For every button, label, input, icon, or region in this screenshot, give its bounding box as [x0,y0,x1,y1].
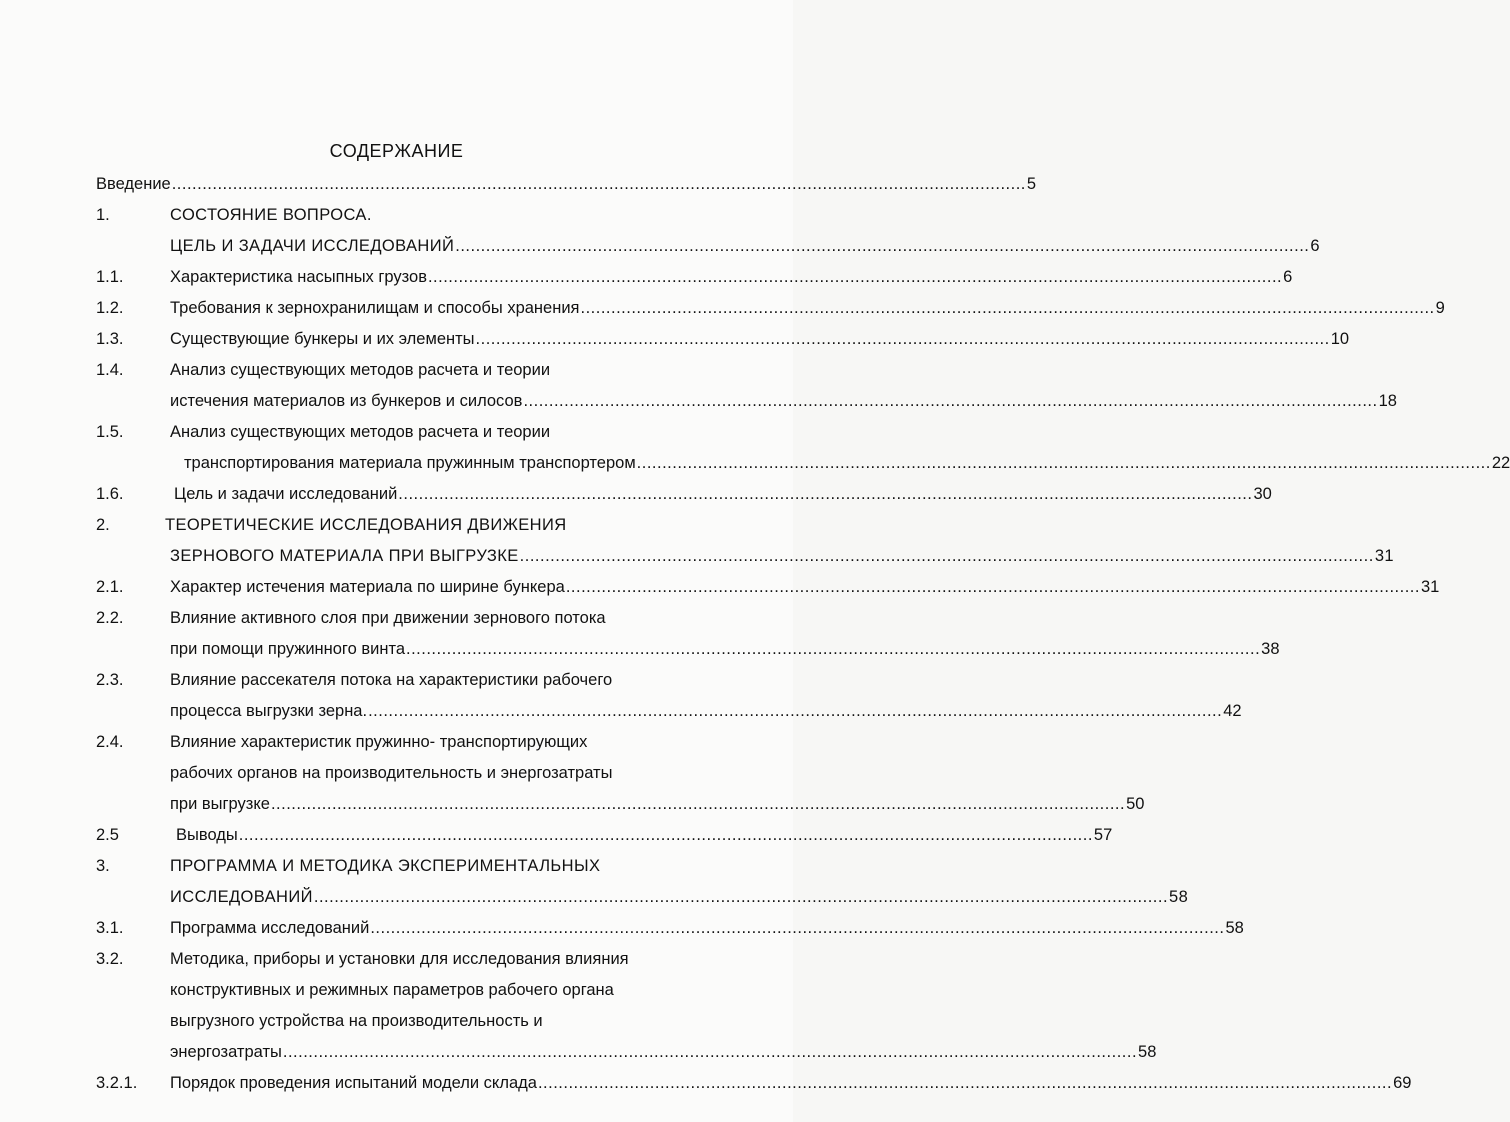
toc-entry-text: конструктивных и режимных параметров рабочего органа [170,981,614,999]
dot-leader: ........................................................................................................................................................................ [537,1074,1393,1092]
toc-page-number: 18 [1378,392,1397,410]
toc-entry-text: Требования к зернохранилищам и способы хранения [170,299,580,317]
toc-entry [170,389,1397,413]
toc-entry-text: при помощи пружинного винта [170,640,405,658]
dot-leader: ........................................................................................................................................................................ [519,547,1374,565]
page-title: СОДЕРЖАНИЕ [329,141,464,161]
toc-entry [170,699,1242,723]
toc-entry [170,544,1394,568]
toc-entry-text: ЦЕЛЬ И ЗАДАЧИ ИССЛЕДОВАНИЙ [170,237,455,255]
dot-leader: ........................................................................................................................................................................ [455,237,1310,255]
dot-leader: ........................................................................................................................................................................ [636,454,1491,472]
toc-page-number: 31 [1420,578,1440,596]
toc-page-number: 50 [1126,795,1145,813]
toc-entry-number: 1.3. [96,330,124,348]
toc-entry-text: при выгрузке [170,795,270,813]
toc-page-number: 5 [1026,175,1037,193]
dot-leader: ........................................................................................................................................................................ [313,888,1169,906]
toc-entry-text: истечения материалов из бункеров и силосов [170,392,523,410]
toc-entry-text: Характер истечения материала по ширине бункера [170,578,565,596]
toc-entry-number: 1. [96,206,110,224]
toc-entry-number: 1.5. [96,423,124,441]
toc-page-number: 6 [1310,237,1320,255]
dot-leader: ........................................................................................................................................................................ [282,1043,1138,1061]
toc-page-number: 6 [1283,268,1293,286]
toc-section-heading: СОСТОЯНИЕ ВОПРОСА. [170,206,372,224]
toc-entry [184,451,1510,475]
toc-entry-text: Программа исследований [170,919,370,937]
toc-entry-number: 1.6. [96,485,124,503]
toc-page-number: 22 [1491,454,1510,472]
toc-entry-text: Анализ существующих методов расчета и теории [170,361,551,379]
toc-page-number: 58 [1225,919,1244,937]
toc-page-number: 58 [1169,888,1189,906]
toc-entry-number: 2.2. [96,609,124,627]
toc-entry-text: Методика, приборы и установки для исследования влияния [170,950,629,968]
toc-entry-text: Порядок проведения испытаний модели склада [170,1074,537,1092]
toc-entry [170,916,1244,940]
toc-page-number: 42 [1223,702,1242,720]
toc-page-number: 10 [1330,330,1350,348]
toc-entry [170,1040,1157,1064]
toc-entry-number: 3. [96,857,110,875]
toc-entry-text: рабочих органов на производительность и энергозатраты [170,764,613,782]
toc-entry-number: 1.4. [96,361,124,379]
toc-entry [170,637,1280,661]
toc-entry-text: Существующие бункеры и их элементы [170,330,475,348]
dot-leader: ........................................................................................................................................................................ [171,175,1026,193]
toc-entry-number: 3.2.1. [96,1074,138,1092]
toc-entry [170,327,1350,351]
toc-entry-text: Влияние характеристик пружинно- транспортирующих [170,733,588,751]
toc-page-number: 30 [1253,485,1272,503]
dot-leader: ........................................................................................................................................................................ [523,392,1378,410]
toc-entry-text: ИССЛЕДОВАНИЙ [170,888,313,906]
dot-leader: ........................................................................................................................................................................ [238,826,1093,844]
toc-entry [174,482,1272,506]
toc-entry [170,265,1293,289]
dot-leader: ........................................................................................................................................................................ [406,640,1261,658]
toc-entry-number: 2.3. [96,671,124,689]
toc-entry-number: 3.1. [96,919,124,937]
toc-entry-introduction [96,172,1037,196]
toc-entry [170,234,1320,258]
toc-section-heading: ТЕОРЕТИЧЕСКИЕ ИССЛЕДОВАНИЯ ДВИЖЕНИЯ [165,516,567,534]
toc-entry [170,885,1189,909]
toc-entry-number: 1.2. [96,299,124,317]
toc-section-heading: ПРОГРАММА И МЕТОДИКА ЭКСПЕРИМЕНТАЛЬНЫХ [170,857,601,875]
toc-entry-text: Выводы [176,826,238,844]
toc-entry-number: 1.1. [96,268,124,286]
toc-entry-text: Влияние активного слоя при движении зернового потока [170,609,606,627]
toc-page-number: 9 [1435,299,1445,317]
toc-page-number: 38 [1261,640,1280,658]
toc-entry-text: Цель и задачи исследований [174,485,398,503]
toc-page-number: 31 [1374,547,1394,565]
toc-entry [170,296,1445,320]
toc-entry-text: процесса выгрузки зерна. [170,702,368,720]
dot-leader: ........................................................................................................................................................................ [398,485,1253,503]
dot-leader: ........................................................................................................................................................................ [475,330,1330,348]
toc-entry [170,792,1145,816]
toc-entry-text: Характеристика насыпных грузов [170,268,427,286]
toc-entry-text: Анализ существующих методов расчета и теории [170,423,551,441]
toc-entry-number: 2.5 [96,826,119,844]
toc-page-number: 57 [1093,826,1113,844]
toc-entry-text: ЗЕРНОВОГО МАТЕРИАЛА ПРИ ВЫГРУЗКЕ [170,547,519,565]
toc-entry-number: 3.2. [96,950,124,968]
toc-entry [170,1071,1412,1095]
toc-page-number: 69 [1393,1074,1412,1092]
dot-leader: ........................................................................................................................................................................ [368,702,1223,720]
toc-entry-text: Введение [96,175,171,193]
toc-entry-number: 2.1. [96,578,124,596]
dot-leader: ........................................................................................................................................................................ [270,795,1126,813]
toc-entry-number: 2.4. [96,733,124,751]
toc-page-number: 58 [1138,1043,1157,1061]
toc-entry [170,575,1440,599]
dot-leader: ........................................................................................................................................................................ [427,268,1283,286]
dot-leader: ........................................................................................................................................................................ [370,919,1225,937]
dot-leader: ........................................................................................................................................................................ [580,299,1435,317]
toc-entry-number: 2. [96,516,110,534]
dot-leader: ........................................................................................................................................................................ [565,578,1420,596]
toc-entry-text: выгрузного устройства на производительность и [170,1012,543,1030]
toc-entry-text: Влияние рассекателя потока на характеристики рабочего [170,671,613,689]
toc-entry-text: энергозатраты [170,1043,282,1061]
toc-entry [176,823,1113,847]
toc-entry-text: транспортирования материала пружинным транспортером [184,454,636,472]
